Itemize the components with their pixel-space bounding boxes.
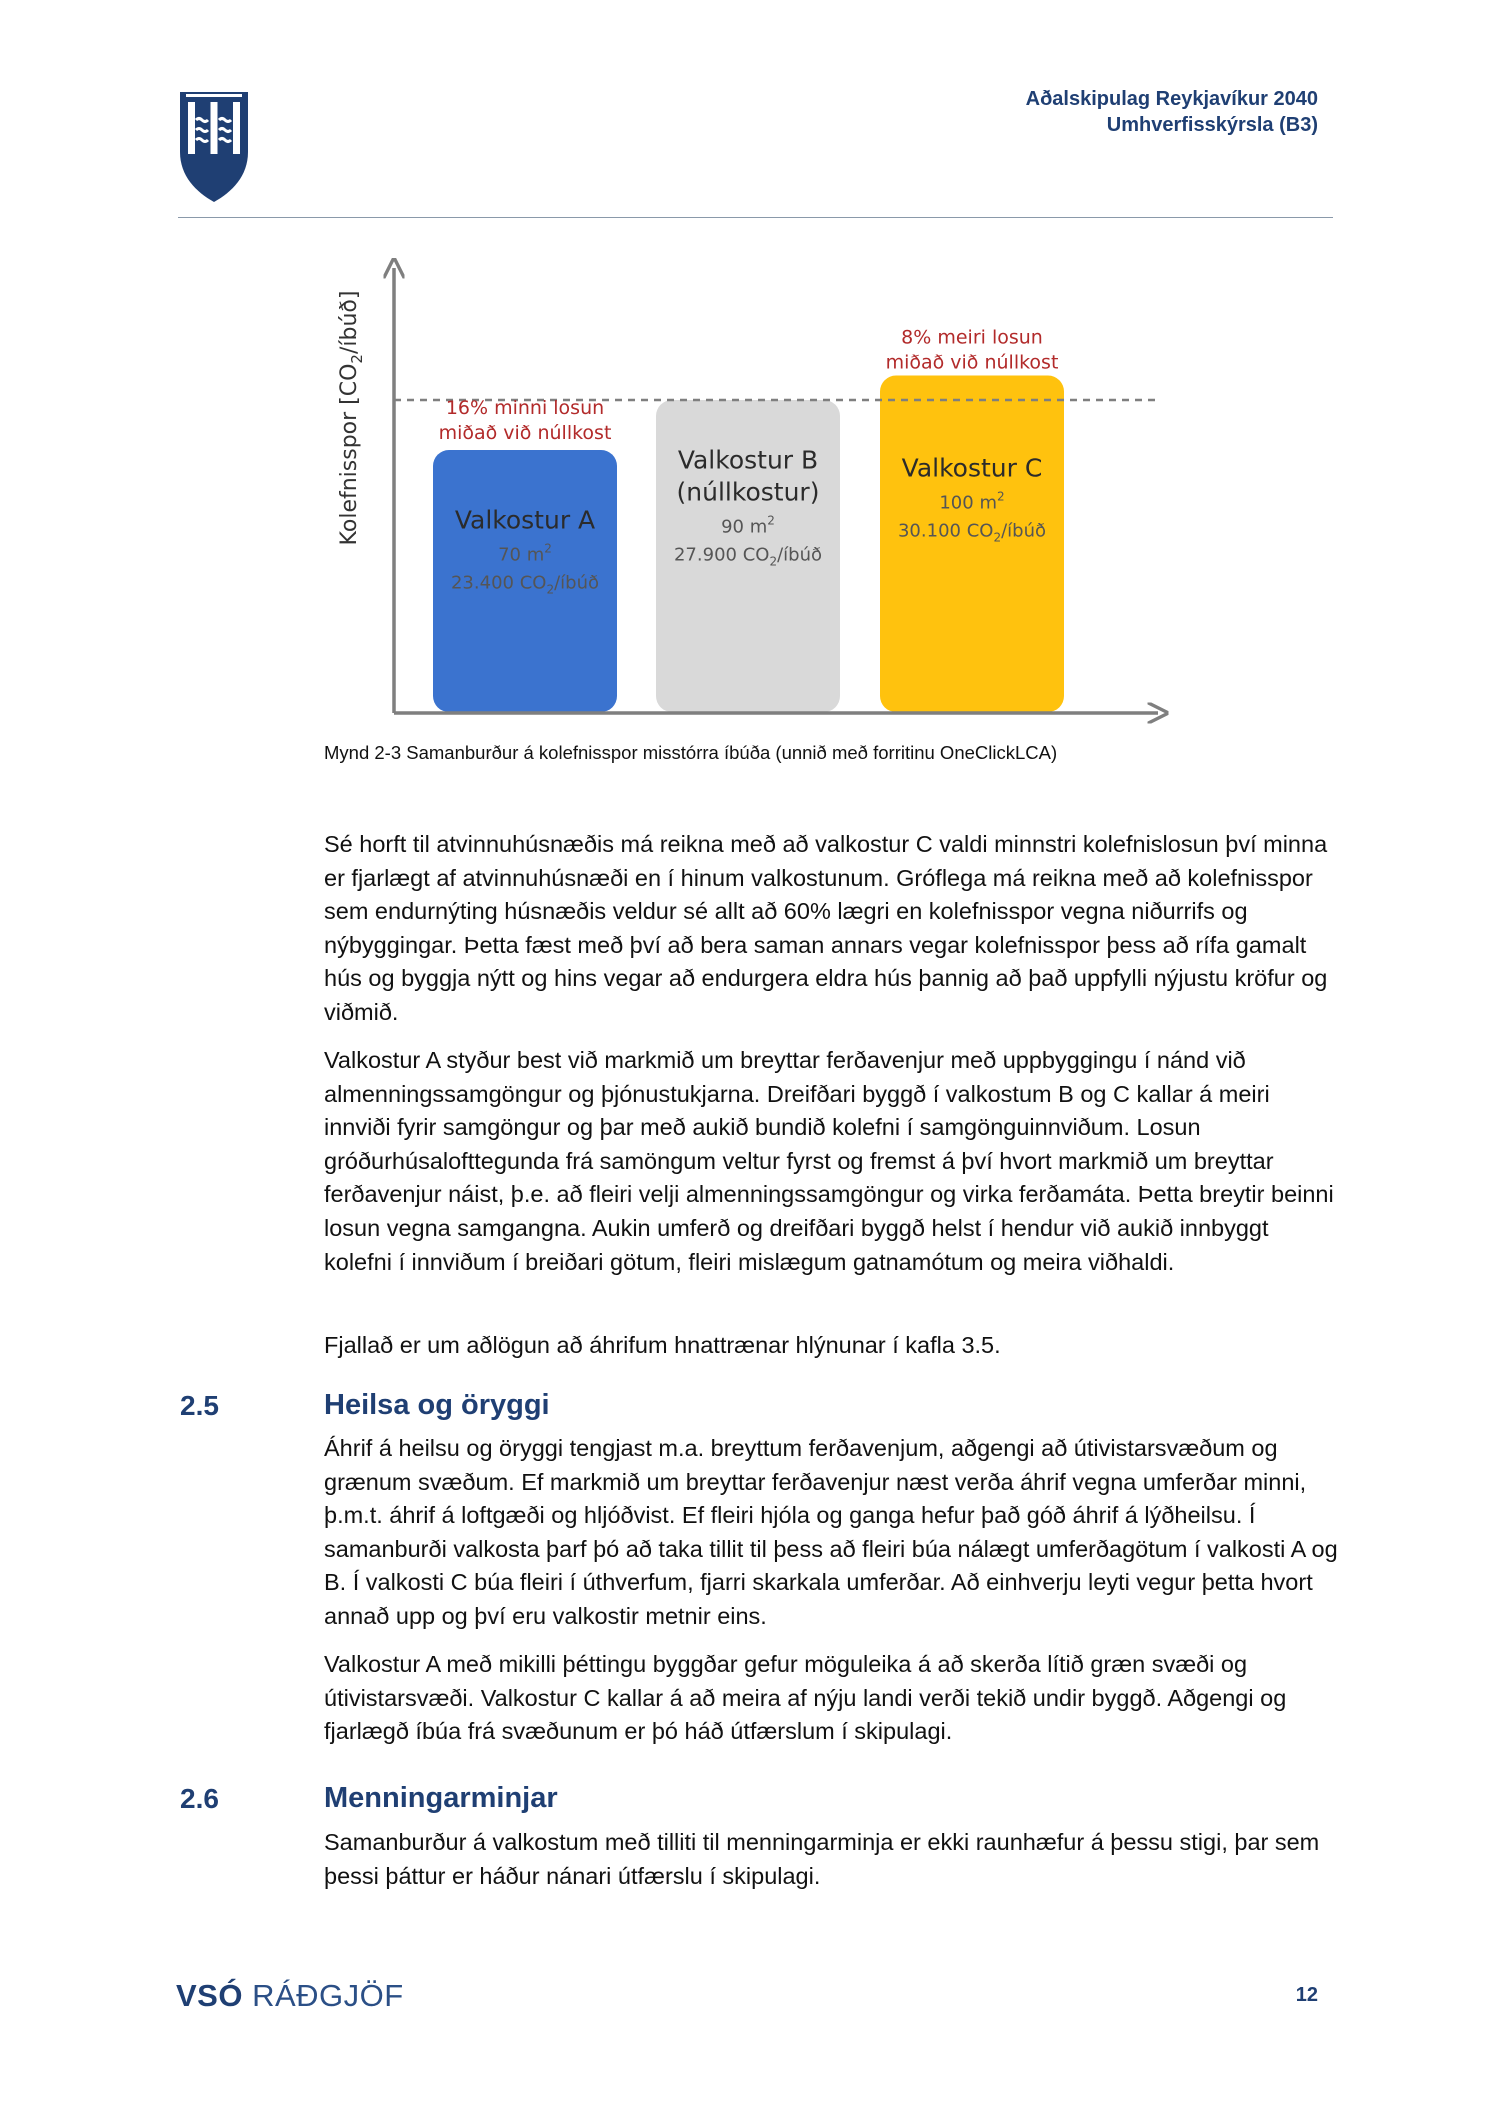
header-title: Aðalskipulag Reykjavíkur 2040 bbox=[1025, 88, 1318, 110]
section-2-6-number: 2.6 bbox=[180, 1783, 219, 1814]
carbon-footprint-bar-chart bbox=[320, 258, 1180, 738]
reykjavik-coat-of-arms-logo bbox=[178, 90, 250, 204]
paragraph-adaptation: Fjallað er um aðlögun að áhrifum hnattrænar hlýnunar í kafla 3.5. bbox=[324, 1332, 1001, 1358]
header-subtitle: Umhverfisskýrsla (B3) bbox=[1106, 114, 1318, 136]
paragraph-health-safety: Áhrif á heilsu og öryggi tengjast m.a. breyttum ferðavenjum, aðgengi að útivistarsvæðum og grænum svæðum. Ef markmið um breyttar ferðavenjur næst verða áhrif vegna umferðar minni, þ.m.t. áhrif á loftgæði og hljóðvist. Ef fleiri hjóla og ganga hefur það góð áhrif á lýðheilsu. Í samanburði valkosta þarf þó að taka tillit til þess að fleiri búa nálægt umferðagötum í valkosti A og B. Í valkosti C búa fleiri í úthverfum, fjarri skarkala umferðar. Að einhverju leyti vegur þetta hvort annað upp og því eru valkostir metnir eins. bbox=[324, 1435, 1338, 1629]
annotation-a-line2: miðað við núllkost bbox=[438, 422, 612, 444]
bar-label-name: Valkostur A bbox=[454, 505, 596, 535]
bar-3 bbox=[880, 376, 1064, 712]
paragraph-cultural-heritage: Samanburður á valkostum með tilliti til menningarminja er ekki raunhæfur á þessu stigi, þar sem þessi þáttur er háður nánari útfærslu í skipulagi. bbox=[324, 1829, 1320, 1889]
bar-label-subname: (núllkostur) bbox=[676, 477, 820, 507]
paragraph-travel-habits: Valkostur A styður best við markmið um breyttar ferðavenjur með uppbyggingu í nánd við almenningssamgöngur og þjónustukjarna. Dreifðari byggð í valkostum B og C kallar á meiri innviði fyrir samgöngur og þar með aukið bundið kolefni í samgönguinnviðum. Losun gróðurhúsalofttegunda frá samöngum veltur fyrst og fremst á því hvort markmið um breyttar ferðavenjur náist, þ.e. að fleiri velji almenningssamgöngur og virka ferðamáta. Þetta breytir beinni losun vegna samgangna. Aukin umferð og dreifðari byggð helst í hendur við aukið innbyggt kolefni í innviðum í breiðari götum, fleiri mislægum gatnamótum og meira viðhaldi. bbox=[324, 1047, 1334, 1275]
y-axis-label: Kolefnisspor $[CO_2/íbúð]$ bbox=[337, 290, 366, 546]
bar-label-name: Valkostur C bbox=[901, 453, 1043, 483]
annotation-c-line1: 8% meiri losun bbox=[901, 326, 1043, 349]
paragraph-commercial-buildings: Sé horft til atvinnuhúsnæðis má reikna með að valkostur C valdi minnstri kolefnislosun því minna er fjarlægt af atvinnuhúsnæði en í hinum valkostunum. Gróflega má reikna með að kolefnisspor sem endurnýting húsnæðis veldur sé allt að 60% lægri en kolefnisspor vegna niðurrifs og nýbyggingar. Þetta fæst með því að bera saman annars vegar kolefnisspor þess að rífa gamalt hús og byggja nýtt og hins vegar að endurgera eldra hús þannig að það uppfylli nýjustu kröfur og viðmið. bbox=[324, 831, 1328, 1025]
section-2-5-title: Heilsa og öryggi bbox=[324, 1389, 550, 1421]
figure-caption: Mynd 2-3 Samanburður á kolefnisspor misstórra íbúða (unnið með forritinu OneClickLCA) bbox=[324, 742, 1058, 763]
bar-label-co2: 27.900 $CO_2$/íbúð bbox=[673, 544, 823, 569]
bar-label-area: 70 $m^2$ bbox=[498, 541, 552, 566]
annotation-c-line2: miðað við núllkost bbox=[885, 351, 1059, 374]
brand-vso: VSÓ bbox=[176, 1978, 243, 2013]
bar-label-co2: 30.100 $CO_2$/íbúð bbox=[897, 520, 1047, 545]
bar-label-co2: 23.400 $CO_2$/íbúð bbox=[450, 572, 600, 597]
section-2-5-number: 2.5 bbox=[180, 1390, 219, 1421]
annotation-a-line1: 16% minni losun bbox=[445, 397, 605, 419]
header-divider bbox=[178, 217, 1333, 218]
brand-radgjof: RÁÐGJÖF bbox=[252, 1978, 404, 2013]
bar-label-area: 90 $m^2$ bbox=[721, 513, 775, 538]
bar-label-area: 100 $m^2$ bbox=[939, 489, 1005, 514]
page-number: 12 bbox=[1295, 1984, 1318, 2006]
document-header bbox=[1026, 86, 1318, 138]
section-2-6-title: Menningarminjar bbox=[324, 1782, 558, 1814]
paragraph-green-areas: Valkostur A með mikilli þéttingu byggðar gefur möguleika á að skerða lítið græn svæði og útivistarsvæði. Valkostur C kallar á að meira af nýju landi verði tekið undir byggð. Aðgengi og fjarlægð íbúa frá svæðunum er þó háð útfærslum í skipulagi. bbox=[324, 1651, 1287, 1745]
vso-radgjof-logo bbox=[176, 1978, 404, 2014]
bar-label-name: Valkostur B bbox=[677, 445, 819, 475]
